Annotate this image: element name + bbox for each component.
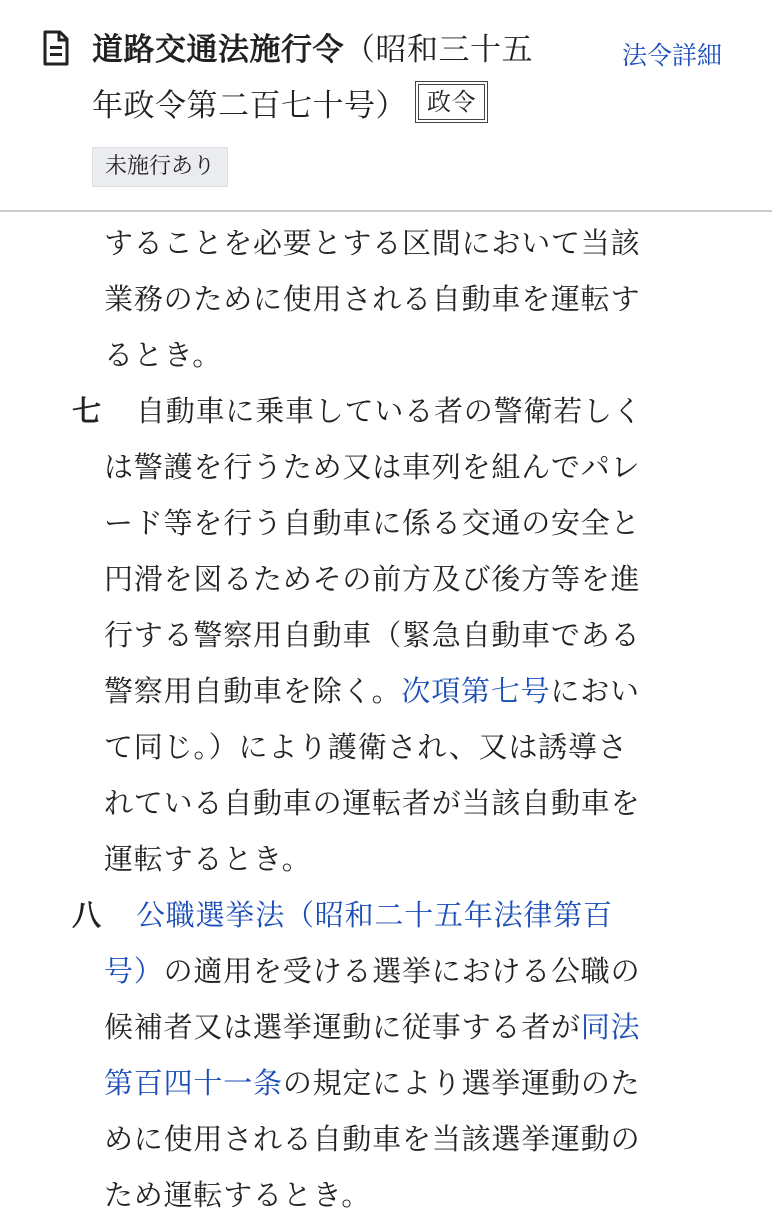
law-name: 道路交通法施行令 — [92, 32, 344, 68]
law-type-badge: 政令 — [415, 81, 488, 123]
text-segment: の適用を受ける選挙における公職の — [163, 954, 641, 988]
status-badge: 未施行あり — [92, 147, 228, 187]
law-detail-link[interactable]: 法令詳細 — [622, 41, 723, 70]
text-line: することを必要とする区間において当該 — [104, 226, 641, 260]
text-line: て同じ。）により護衛され、又は誘導さ — [104, 730, 628, 764]
item-number: 八 — [72, 898, 102, 932]
reference-link[interactable]: 第百四十一条 — [104, 1066, 283, 1100]
text-segment: 警察用自動車を除く。 — [104, 674, 402, 708]
document-icon — [42, 30, 70, 66]
reference-link[interactable]: 同法 — [580, 1010, 641, 1044]
text-line: 自動車に乗車している者の警衛若しく — [136, 394, 643, 428]
law-number-part2: 年政令第二百七十号） — [92, 88, 407, 124]
text-line — [104, 943, 640, 999]
text-line — [104, 999, 640, 1055]
text-line: 業務のために使用される自動車を運転す — [104, 282, 641, 316]
text-segment: 候補者又は選挙運動に従事する者が — [104, 1010, 581, 1044]
reference-link[interactable]: 号） — [104, 954, 164, 988]
text-line — [136, 887, 613, 943]
reference-link[interactable]: 公職選挙法（昭和二十五年法律第百 — [136, 898, 613, 932]
text-line: 運転するとき。 — [104, 842, 312, 876]
text-line: ため運転するとき。 — [104, 1178, 372, 1212]
text-line — [104, 663, 640, 719]
text-line: ード等を行う自動車に係る交通の安全と — [104, 506, 641, 540]
text-line: は警護を行うため又は車列を組んでパレ — [104, 450, 641, 484]
reference-link[interactable]: 次項第七号 — [401, 674, 551, 708]
text-line: 円滑を図るためその前方及び後方等を進 — [104, 562, 641, 596]
text-line: 行する警察用自動車（緊急自動車である — [104, 618, 641, 652]
text-segment: の規定により選挙運動のた — [282, 1066, 641, 1100]
law-title — [92, 22, 592, 134]
text-line: れている自動車の運転者が当該自動車を — [104, 786, 641, 820]
law-header — [0, 0, 772, 212]
item-number: 七 — [72, 394, 102, 428]
text-line: るとき。 — [104, 338, 223, 372]
text-segment: におい — [550, 674, 640, 708]
text-line: めに使用される自動車を当該選挙運動の — [104, 1122, 641, 1156]
law-number-part1: （昭和三十五 — [344, 32, 533, 68]
text-line — [104, 1055, 640, 1111]
